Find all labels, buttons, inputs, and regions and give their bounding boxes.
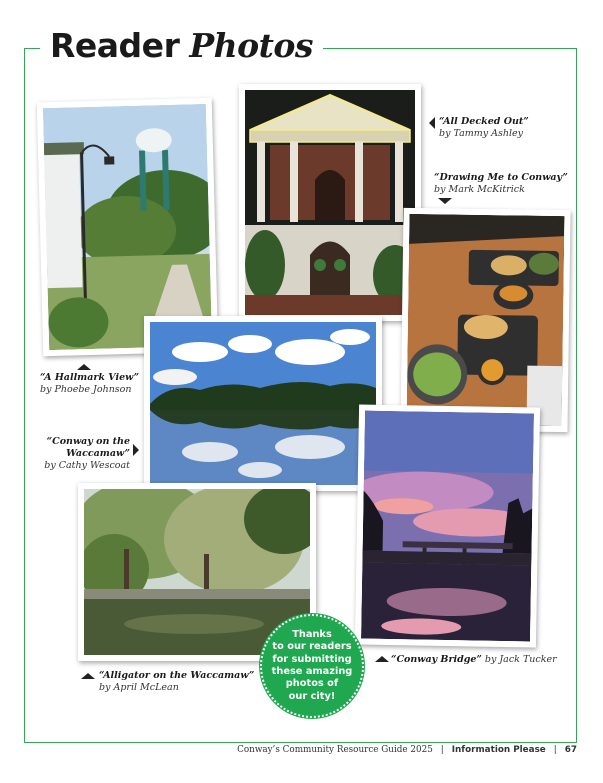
thanks-badge — [260, 614, 364, 718]
caption-title: “A Hallmark View” — [40, 372, 140, 383]
caption-waccamaw — [40, 436, 130, 472]
caption-byline: by Cathy Wescoat — [44, 460, 130, 471]
footer-separator: | — [553, 745, 557, 755]
footer-guide-title: Conway’s Community Resource Guide 2025 — [237, 745, 433, 755]
photo-conway-bridge-image — [361, 411, 534, 642]
photo-waccamaw — [144, 316, 382, 491]
photo-drawing-me — [400, 208, 570, 432]
pointer-up-icon — [81, 673, 95, 679]
pointer-left-icon — [429, 117, 435, 129]
caption-title: “Conway Bridge” — [391, 654, 482, 665]
footer-separator: | — [440, 745, 444, 755]
footer-section: Information Please — [451, 745, 546, 755]
pointer-up-icon — [77, 364, 91, 370]
pointer-up-icon — [375, 656, 389, 662]
photo-all-decked-out-image — [245, 90, 415, 315]
caption-byline: by Mark McKitrick — [434, 184, 525, 195]
thanks-badge-text: Thanks to our readers for submitting these amazing photos of our city! — [271, 629, 353, 702]
pointer-right-icon — [133, 444, 139, 456]
photo-waccamaw-image — [150, 322, 376, 485]
caption-title: “All Decked Out” — [439, 116, 529, 127]
caption-byline: by Jack Tucker — [484, 654, 557, 665]
page-title-script: Photos — [189, 25, 313, 65]
page-footer — [237, 745, 577, 755]
photo-all-decked-out — [239, 84, 421, 321]
page-title-bold: Reader — [50, 25, 180, 65]
caption-title: “Drawing Me to Conway” — [434, 172, 568, 183]
caption-byline: by Phoebe Johnson — [40, 384, 132, 395]
caption-title: “Alligator on the Waccamaw” — [99, 670, 255, 681]
photo-conway-bridge — [355, 404, 540, 647]
caption-all-decked-out — [439, 116, 579, 140]
caption-title: “Conway on the Waccamaw” — [46, 436, 130, 459]
caption-drawing-me — [434, 172, 574, 196]
page-number: 67 — [564, 745, 577, 755]
caption-conway-bridge — [391, 654, 557, 666]
caption-hallmark-view — [40, 372, 140, 396]
caption-alligator — [99, 670, 259, 694]
caption-byline: by April McLean — [99, 682, 179, 693]
page-title — [40, 22, 323, 68]
caption-byline: by Tammy Ashley — [439, 128, 524, 139]
photo-hallmark-view-image — [43, 104, 212, 350]
photo-drawing-me-image — [407, 214, 565, 426]
pointer-down-icon — [438, 198, 452, 204]
